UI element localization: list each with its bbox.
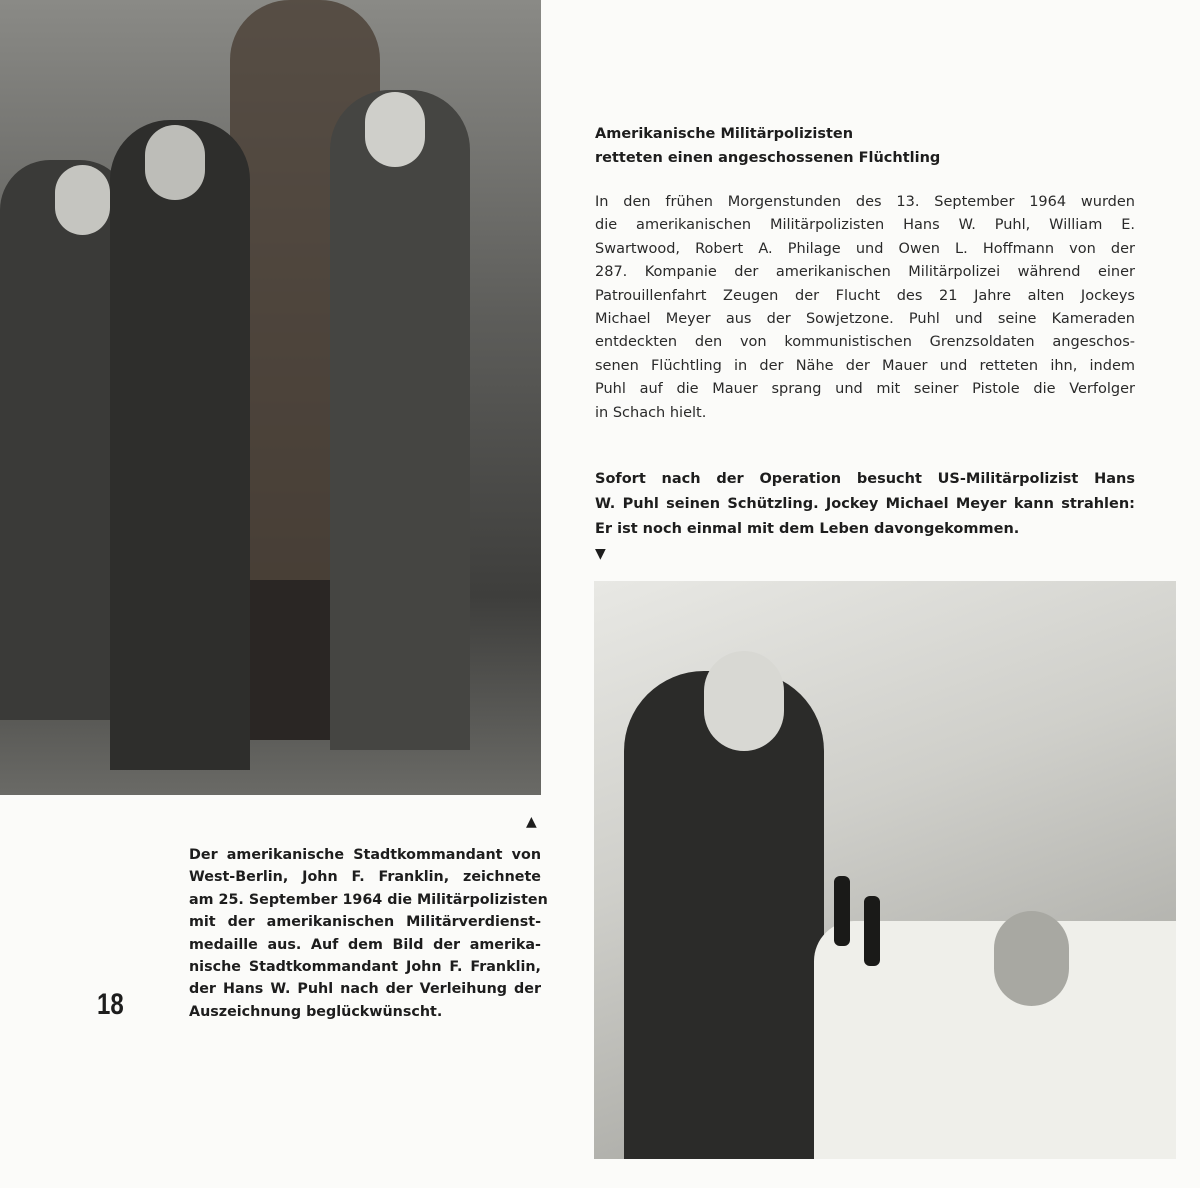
caption-line: nische Stadtkommandant John F. Franklin, <box>189 959 541 976</box>
caption-line: Der amerikanische Stadtkommandant von <box>189 847 541 863</box>
body-line: Patrouillenfahrt Zeugen der Flucht des 21 Jahre alten Jockeys <box>595 287 1135 304</box>
caption-line: Er ist noch einmal mit dem Leben davongekommen. <box>595 521 1020 537</box>
photo-hospital-visit <box>594 581 1176 1159</box>
arrow-up-icon: ▲ <box>526 814 537 830</box>
article-heading <box>595 122 1015 170</box>
body-line: Puhl auf die Mauer sprang und mit seiner Pistole die Verfolger <box>595 381 1135 398</box>
body-line: Michael Meyer aus der Sowjetzone. Puhl und seine Kameraden <box>595 311 1135 328</box>
arrow-down-icon: ▼ <box>595 546 606 562</box>
body-line: senen Flüchtling in der Nähe der Mauer und retteten ihn, indem <box>595 357 1135 374</box>
caption-line: West-Berlin, John F. Franklin, zeichnete <box>189 869 541 886</box>
heading-line: retteten einen angeschossenen Flüchtling <box>595 150 941 166</box>
caption-line: medaille aus. Auf dem Bild der amerika- <box>189 936 541 953</box>
article-body <box>595 191 1135 425</box>
page-number: 18 <box>97 988 124 1021</box>
caption-line: der Hans W. Puhl nach der Verleihung der <box>189 981 541 998</box>
body-line: 287. Kompanie der amerikanischen Militärpolizei während einer <box>595 264 1135 281</box>
body-line: entdeckten den von kommunistischen Grenzsoldaten angeschos- <box>595 334 1135 351</box>
body-line: die amerikanischen Militärpolizisten Hans W. Puhl, William E. <box>595 217 1135 234</box>
caption-line: W. Puhl seinen Schützling. Jockey Michael Meyer kann strahlen: <box>595 496 1135 512</box>
caption-ceremony <box>189 844 548 1023</box>
body-line: in Schach hielt. <box>595 404 707 421</box>
body-line: Swartwood, Robert A. Philage und Owen L. Hoffmann von der <box>595 240 1135 257</box>
caption-hospital <box>595 467 1135 542</box>
caption-line: mit der amerikanischen Militärverdienst- <box>189 914 541 931</box>
caption-line: Sofort nach der Operation besucht US-Militärpolizist Hans <box>595 471 1135 487</box>
body-line: In den frühen Morgenstunden des 13. September 1964 wurden <box>595 194 1135 210</box>
caption-line: am 25. September 1964 die Militärpolizisten <box>189 891 548 908</box>
caption-line: Auszeichnung beglückwünscht. <box>189 1003 443 1020</box>
photo-medal-ceremony <box>0 0 541 795</box>
heading-line: Amerikanische Militärpolizisten <box>595 126 854 142</box>
